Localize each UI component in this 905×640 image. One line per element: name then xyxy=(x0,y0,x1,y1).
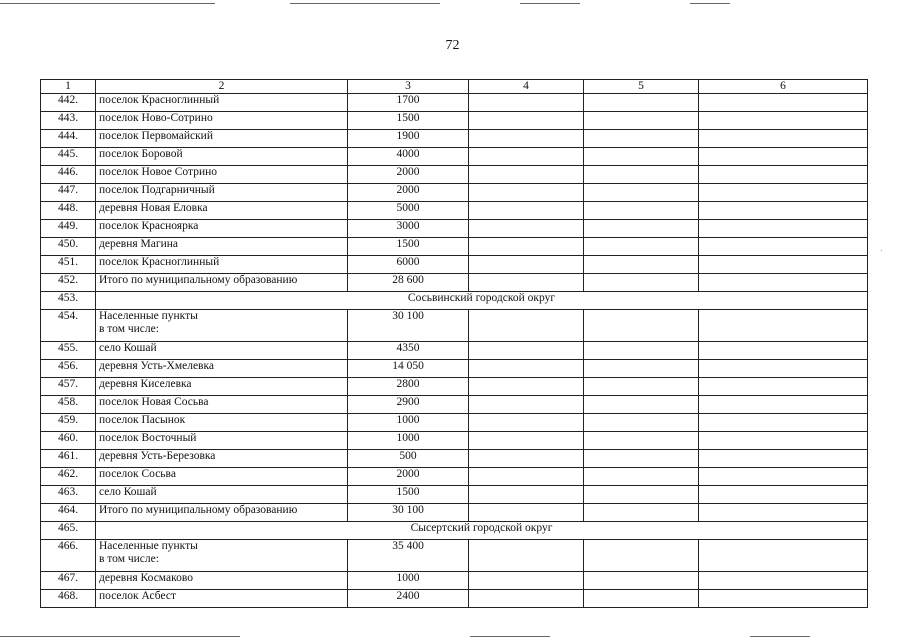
column-header-1: 1 xyxy=(41,80,96,94)
row-number: 467. xyxy=(41,572,96,590)
settlement-name xyxy=(96,220,348,238)
empty-cell-col-5 xyxy=(584,112,699,130)
settlement-name-subline: в том числе: xyxy=(99,323,159,335)
settlement-name xyxy=(96,342,348,360)
row-number: 452. xyxy=(41,274,96,292)
table-body xyxy=(41,94,868,608)
scan-edge-bottom-right xyxy=(750,636,810,637)
settlement-name xyxy=(96,486,348,504)
settlements-table xyxy=(40,79,868,608)
table-row xyxy=(41,504,868,522)
empty-cell-col-4 xyxy=(469,94,584,112)
population-value: 30 100 xyxy=(348,504,469,522)
empty-cell-col-4 xyxy=(469,256,584,274)
empty-cell-col-6 xyxy=(699,202,868,220)
row-number: 459. xyxy=(41,414,96,432)
row-number: 468. xyxy=(41,590,96,608)
empty-cell-col-6 xyxy=(699,590,868,608)
settlement-name-line: деревня Новая Еловка xyxy=(99,202,208,214)
row-number: 462. xyxy=(41,468,96,486)
empty-cell-col-4 xyxy=(469,504,584,522)
empty-cell-col-4 xyxy=(469,450,584,468)
settlement-name-line: поселок Новая Сосьва xyxy=(99,396,209,408)
table-row xyxy=(41,590,868,608)
column-header-5: 5 xyxy=(584,80,699,94)
row-number: 446. xyxy=(41,166,96,184)
scan-edge-bottom-mid xyxy=(470,636,550,637)
page-number: 72 xyxy=(445,38,460,53)
settlement-name-line: деревня Усть-Березовка xyxy=(99,450,216,462)
table-row xyxy=(41,238,868,256)
empty-cell-col-5 xyxy=(584,590,699,608)
empty-cell-col-4 xyxy=(469,220,584,238)
row-number: 451. xyxy=(41,256,96,274)
settlement-name xyxy=(96,504,348,522)
table-row xyxy=(41,486,868,504)
empty-cell-col-4 xyxy=(469,148,584,166)
empty-cell-col-5 xyxy=(584,450,699,468)
row-number: 450. xyxy=(41,238,96,256)
settlement-name-subline: в том числе: xyxy=(99,553,159,565)
population-value: 1900 xyxy=(348,130,469,148)
empty-cell-col-4 xyxy=(469,378,584,396)
population-value: 2900 xyxy=(348,396,469,414)
settlement-name-line: поселок Красноярка xyxy=(99,220,199,232)
header-row xyxy=(41,80,868,94)
table-row xyxy=(41,220,868,238)
settlement-name xyxy=(96,450,348,468)
settlement-name xyxy=(96,166,348,184)
population-value: 4350 xyxy=(348,342,469,360)
settlement-name xyxy=(96,432,348,450)
empty-cell-col-6 xyxy=(699,504,868,522)
population-value: 2000 xyxy=(348,166,469,184)
column-header-2: 2 xyxy=(96,80,348,94)
empty-cell-col-5 xyxy=(584,166,699,184)
settlement-name-line: деревня Киселевка xyxy=(99,378,192,390)
empty-cell-col-4 xyxy=(469,396,584,414)
population-value: 1500 xyxy=(348,486,469,504)
empty-cell-col-4 xyxy=(469,202,584,220)
row-number: 465. xyxy=(41,522,96,540)
settlement-name xyxy=(96,274,348,292)
empty-cell-col-6 xyxy=(699,166,868,184)
empty-cell-col-4 xyxy=(469,166,584,184)
row-number: 457. xyxy=(41,378,96,396)
settlement-name xyxy=(96,256,348,274)
row-number: 454. xyxy=(41,310,96,342)
empty-cell-col-5 xyxy=(584,432,699,450)
empty-cell-col-5 xyxy=(584,202,699,220)
empty-cell-col-6 xyxy=(699,468,868,486)
settlement-name xyxy=(96,590,348,608)
empty-cell-col-6 xyxy=(699,540,868,572)
empty-cell-col-5 xyxy=(584,396,699,414)
row-number: 449. xyxy=(41,220,96,238)
empty-cell-col-6 xyxy=(699,360,868,378)
table-row xyxy=(41,112,868,130)
row-number: 456. xyxy=(41,360,96,378)
row-number: 442. xyxy=(41,94,96,112)
group-header-row xyxy=(41,292,868,310)
empty-cell-col-5 xyxy=(584,342,699,360)
empty-cell-col-5 xyxy=(584,504,699,522)
settlement-name xyxy=(96,130,348,148)
settlement-name xyxy=(96,468,348,486)
empty-cell-col-6 xyxy=(699,432,868,450)
empty-cell-col-5 xyxy=(584,94,699,112)
settlement-name-line: поселок Красноглинный xyxy=(99,256,220,268)
population-value: 500 xyxy=(348,450,469,468)
population-value: 2800 xyxy=(348,378,469,396)
empty-cell-col-5 xyxy=(584,220,699,238)
row-number: 458. xyxy=(41,396,96,414)
population-value: 2000 xyxy=(348,184,469,202)
row-number: 463. xyxy=(41,486,96,504)
scan-dot xyxy=(881,250,882,251)
empty-cell-col-6 xyxy=(699,310,868,342)
population-value: 1000 xyxy=(348,432,469,450)
empty-cell-col-5 xyxy=(584,130,699,148)
table-row xyxy=(41,414,868,432)
empty-cell-col-4 xyxy=(469,486,584,504)
settlement-name-line: поселок Ново-Сотрино xyxy=(99,112,213,124)
empty-cell-col-4 xyxy=(469,274,584,292)
empty-cell-col-5 xyxy=(584,310,699,342)
empty-cell-col-6 xyxy=(699,342,868,360)
table-row xyxy=(41,310,868,342)
settlement-name-line: деревня Космаково xyxy=(99,572,193,584)
scan-edge-top-left xyxy=(0,3,215,4)
empty-cell-col-5 xyxy=(584,468,699,486)
table-row xyxy=(41,184,868,202)
empty-cell-col-6 xyxy=(699,238,868,256)
row-number: 461. xyxy=(41,450,96,468)
empty-cell-col-6 xyxy=(699,148,868,166)
empty-cell-col-5 xyxy=(584,572,699,590)
settlement-name-line: деревня Усть-Хмелевка xyxy=(99,360,214,372)
table-row xyxy=(41,148,868,166)
empty-cell-col-6 xyxy=(699,112,868,130)
table-row xyxy=(41,274,868,292)
empty-cell-col-4 xyxy=(469,310,584,342)
settlement-name-line: село Кошай xyxy=(99,486,157,498)
empty-cell-col-5 xyxy=(584,184,699,202)
population-value: 2400 xyxy=(348,590,469,608)
table-row xyxy=(41,130,868,148)
empty-cell-col-5 xyxy=(584,378,699,396)
group-header-row xyxy=(41,522,868,540)
settlement-name-line: Населенные пункты xyxy=(99,540,198,552)
empty-cell-col-6 xyxy=(699,130,868,148)
empty-cell-col-4 xyxy=(469,112,584,130)
district-title: Сосьвинский городской округ xyxy=(96,292,868,310)
empty-cell-col-4 xyxy=(469,360,584,378)
row-number: 447. xyxy=(41,184,96,202)
empty-cell-col-5 xyxy=(584,148,699,166)
column-header-3: 3 xyxy=(348,80,469,94)
settlement-name-line: Населенные пункты xyxy=(99,310,198,322)
row-number: 466. xyxy=(41,540,96,572)
empty-cell-col-4 xyxy=(469,432,584,450)
empty-cell-col-6 xyxy=(699,396,868,414)
scan-edge-bottom-left xyxy=(0,636,240,637)
population-value: 35 400 xyxy=(348,540,469,572)
settlement-name-line: поселок Боровой xyxy=(99,148,183,160)
population-value: 1000 xyxy=(348,414,469,432)
row-number: 448. xyxy=(41,202,96,220)
scan-edge-top-far xyxy=(690,3,730,4)
column-header-4: 4 xyxy=(469,80,584,94)
settlement-name xyxy=(96,572,348,590)
scan-edge-top-right xyxy=(520,3,580,4)
table-row xyxy=(41,572,868,590)
settlement-name xyxy=(96,202,348,220)
population-value: 4000 xyxy=(348,148,469,166)
settlement-name-line: поселок Красноглинный xyxy=(99,94,220,106)
settlement-name-line: поселок Восточный xyxy=(99,432,197,444)
row-number: 445. xyxy=(41,148,96,166)
empty-cell-col-5 xyxy=(584,256,699,274)
table-row xyxy=(41,378,868,396)
empty-cell-col-5 xyxy=(584,540,699,572)
empty-cell-col-5 xyxy=(584,360,699,378)
population-value: 1500 xyxy=(348,112,469,130)
table-row xyxy=(41,166,868,184)
settlement-name-line: поселок Пасынок xyxy=(99,414,186,426)
settlement-name xyxy=(96,112,348,130)
population-value: 1500 xyxy=(348,238,469,256)
empty-cell-col-6 xyxy=(699,486,868,504)
table-row xyxy=(41,94,868,112)
row-number: 444. xyxy=(41,130,96,148)
empty-cell-col-5 xyxy=(584,238,699,256)
settlement-name xyxy=(96,378,348,396)
district-title: Сысертский городской округ xyxy=(96,522,868,540)
empty-cell-col-6 xyxy=(699,572,868,590)
settlement-name xyxy=(96,396,348,414)
empty-cell-col-6 xyxy=(699,378,868,396)
population-value: 2000 xyxy=(348,468,469,486)
settlement-name xyxy=(96,310,348,342)
empty-cell-col-6 xyxy=(699,274,868,292)
table-row xyxy=(41,202,868,220)
empty-cell-col-4 xyxy=(469,572,584,590)
settlement-name xyxy=(96,184,348,202)
settlement-name-line: Итого по муниципальному образованию xyxy=(99,274,298,286)
table-row xyxy=(41,540,868,572)
empty-cell-col-4 xyxy=(469,130,584,148)
row-number: 455. xyxy=(41,342,96,360)
empty-cell-col-4 xyxy=(469,468,584,486)
table-row xyxy=(41,450,868,468)
empty-cell-col-4 xyxy=(469,590,584,608)
settlement-name-line: Итого по муниципальному образованию xyxy=(99,504,298,516)
empty-cell-col-4 xyxy=(469,342,584,360)
table-row xyxy=(41,432,868,450)
settlement-name xyxy=(96,540,348,572)
table-row xyxy=(41,396,868,414)
empty-cell-col-6 xyxy=(699,220,868,238)
population-value: 1700 xyxy=(348,94,469,112)
empty-cell-col-5 xyxy=(584,414,699,432)
empty-cell-col-5 xyxy=(584,486,699,504)
column-header-6: 6 xyxy=(699,80,868,94)
population-value: 28 600 xyxy=(348,274,469,292)
settlement-name xyxy=(96,94,348,112)
empty-cell-col-4 xyxy=(469,540,584,572)
empty-cell-col-4 xyxy=(469,238,584,256)
population-value: 14 050 xyxy=(348,360,469,378)
settlement-name-line: деревня Магина xyxy=(99,238,179,250)
empty-cell-col-6 xyxy=(699,450,868,468)
table-row xyxy=(41,468,868,486)
table-row xyxy=(41,360,868,378)
table-row xyxy=(41,256,868,274)
empty-cell-col-4 xyxy=(469,414,584,432)
row-number: 443. xyxy=(41,112,96,130)
empty-cell-col-5 xyxy=(584,274,699,292)
population-value: 3000 xyxy=(348,220,469,238)
row-number: 453. xyxy=(41,292,96,310)
empty-cell-col-6 xyxy=(699,256,868,274)
empty-cell-col-6 xyxy=(699,184,868,202)
population-value: 5000 xyxy=(348,202,469,220)
settlement-name-line: поселок Первомайский xyxy=(99,130,213,142)
row-number: 464. xyxy=(41,504,96,522)
population-value: 1000 xyxy=(348,572,469,590)
population-value: 30 100 xyxy=(348,310,469,342)
empty-cell-col-6 xyxy=(699,414,868,432)
scan-edge-top-mid xyxy=(290,3,440,4)
empty-cell-col-4 xyxy=(469,184,584,202)
settlement-name-line: поселок Новое Сотрино xyxy=(99,166,218,178)
empty-cell-col-6 xyxy=(699,94,868,112)
settlement-name xyxy=(96,414,348,432)
settlement-name xyxy=(96,148,348,166)
row-number: 460. xyxy=(41,432,96,450)
settlement-name-line: поселок Подгарничный xyxy=(99,184,215,196)
population-value: 6000 xyxy=(348,256,469,274)
settlement-name xyxy=(96,238,348,256)
table-row xyxy=(41,342,868,360)
settlement-name-line: село Кошай xyxy=(99,342,157,354)
settlement-name-line: поселок Асбест xyxy=(99,590,176,602)
settlement-name-line: поселок Сосьва xyxy=(99,468,176,480)
settlement-name xyxy=(96,360,348,378)
